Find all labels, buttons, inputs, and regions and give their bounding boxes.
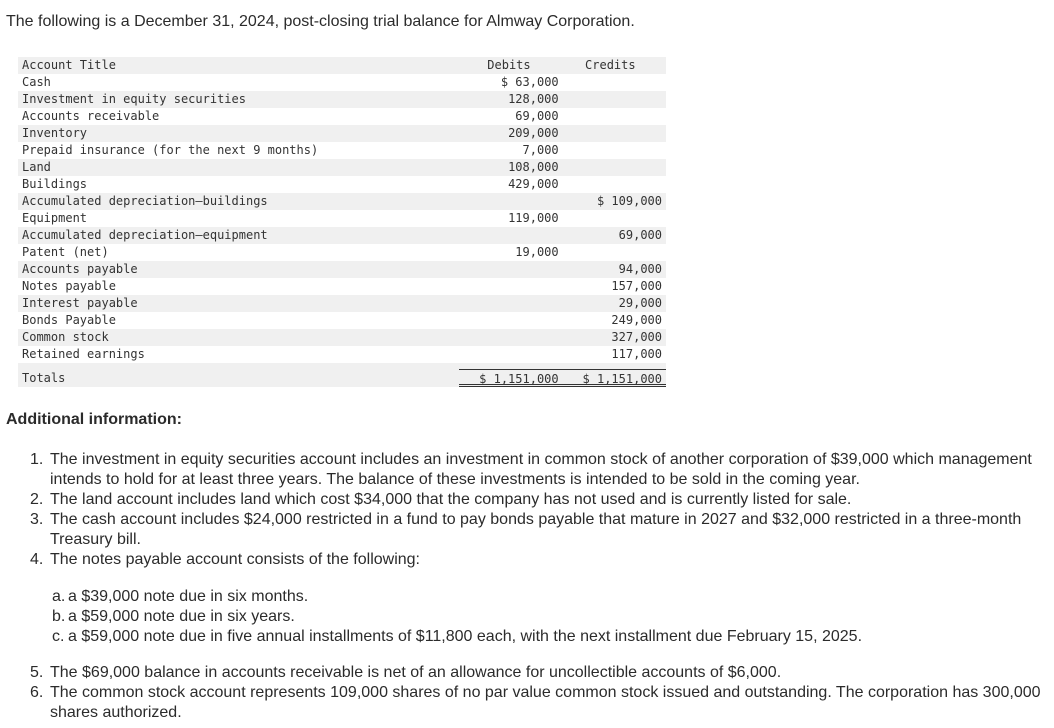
table-header (18, 57, 666, 74)
item-text: The notes payable account consists of the following: (50, 551, 420, 568)
item-text: The $69,000 balance in accounts receivable is net of an allowance for uncollectible accounts of $6,000. (50, 664, 782, 681)
table-row (18, 193, 666, 210)
table-row (18, 295, 666, 312)
debit-value: 119,000 (508, 211, 559, 225)
debit-value (459, 329, 558, 346)
sub-list-item (52, 587, 862, 607)
item-number: 4. (30, 551, 44, 568)
debit-value: 128,000 (508, 92, 559, 106)
list-item (30, 490, 1045, 510)
table-row (18, 210, 666, 227)
table-row (18, 176, 666, 193)
header-debits: Debits (487, 58, 531, 72)
notes-payable-sublist (52, 587, 862, 647)
credit-value: $ 109,000 (596, 194, 662, 208)
account-title: Land (22, 160, 51, 174)
item-text: The common stock account represents 109,000 shares of no par value common stock issued and outstanding. The corporation has 300,000 shares authorized. (50, 684, 1041, 721)
table-row (18, 159, 666, 176)
total-credits: $ 1,151,000 (559, 369, 666, 387)
debit-value: 69,000 (515, 109, 559, 123)
account-title: Accounts payable (22, 262, 138, 276)
credit-value (559, 210, 666, 227)
account-title: Bonds Payable (22, 313, 116, 327)
credit-value: 157,000 (611, 279, 662, 293)
account-title: Investment in equity securities (22, 92, 246, 106)
debit-value (459, 193, 558, 210)
debit-value (459, 227, 558, 244)
total-debits: $ 1,151,000 (459, 369, 558, 387)
credit-value (559, 91, 666, 108)
credit-value: 29,000 (618, 296, 662, 310)
table-row (18, 142, 666, 159)
sub-item-letter: b. (52, 608, 66, 625)
sub-item-text: a $59,000 note due in six years. (68, 608, 295, 625)
item-number: 2. (30, 491, 44, 508)
debit-value: 108,000 (508, 160, 559, 174)
account-title: Prepaid insurance (for the next 9 months) (22, 143, 319, 157)
debit-value: 429,000 (508, 177, 559, 191)
list-item (30, 550, 1045, 570)
credit-value (559, 176, 666, 193)
item-text: The land account includes land which cost $34,000 that the company has not used and is currently listed for sale. (50, 491, 852, 508)
account-title: Patent (net) (22, 245, 109, 259)
intro-text: The following is a December 31, 2024, post-closing trial balance for Almway Corporation. (6, 13, 635, 30)
list-item (30, 663, 1045, 683)
credit-value (559, 159, 666, 176)
debit-value (459, 278, 558, 295)
credit-value (559, 74, 666, 91)
table-row (18, 125, 666, 142)
item-number: 1. (30, 451, 44, 468)
info-list (30, 450, 1045, 570)
item-text: The cash account includes $24,000 restricted in a fund to pay bonds payable that mature in 2027 and $32,000 restricted in a three-month Treasury bill. (50, 511, 1022, 548)
credit-value: 327,000 (611, 330, 662, 344)
additional-info-heading: Additional information: (6, 411, 182, 428)
sub-item-text: a $39,000 note due in six months. (68, 588, 309, 605)
account-title: Common stock (22, 330, 109, 344)
account-title: Accounts receivable (22, 109, 160, 123)
credit-value (559, 244, 666, 261)
credit-value: 69,000 (618, 228, 662, 242)
credit-value (559, 125, 666, 142)
debit-value (459, 261, 558, 278)
table-row (18, 91, 666, 108)
debit-value (459, 312, 558, 329)
account-title: Interest payable (22, 296, 138, 310)
credit-value: 117,000 (611, 347, 662, 361)
debit-value (459, 295, 558, 312)
item-number: 6. (30, 684, 44, 701)
account-title: Inventory (22, 126, 88, 140)
table-row (18, 312, 666, 329)
table-row (18, 227, 666, 244)
credit-value: 94,000 (618, 262, 662, 276)
sub-item-letter: a. (52, 588, 66, 605)
sub-list-item (52, 607, 862, 627)
header-account-title: Account Title (22, 58, 116, 72)
header-credits: Credits (585, 58, 636, 72)
account-title: Accumulated depreciation—equipment (22, 228, 268, 242)
totals-label: Totals (22, 371, 66, 385)
sub-item-text: a $59,000 note due in five annual installments of $11,800 each, with the next installment due February 15, 2025. (68, 628, 863, 645)
item-number: 5. (30, 664, 44, 681)
account-title: Cash (22, 75, 51, 89)
account-title: Notes payable (22, 279, 116, 293)
account-title: Equipment (22, 211, 88, 225)
credit-value (559, 142, 666, 159)
debit-value: $ 63,000 (500, 75, 559, 89)
table-row (18, 346, 666, 363)
item-text: The investment in equity securities account includes an investment in common stock of another corporation of $39,000 which management intends to hold for at least three years. The balance of these investments is intended to be sold in the coming year. (50, 451, 1032, 488)
account-title: Accumulated depreciation—buildings (22, 194, 268, 208)
info-list-continued (30, 663, 1045, 723)
sub-item-letter: c. (52, 628, 65, 645)
table-row (18, 329, 666, 346)
totals-row (18, 369, 666, 387)
table-row (18, 74, 666, 91)
debit-value: 209,000 (508, 126, 559, 140)
debit-value: 19,000 (515, 245, 559, 259)
table-row (18, 108, 666, 125)
list-item (30, 450, 1045, 490)
table-row (18, 244, 666, 261)
sub-list-item (52, 627, 862, 647)
credit-value (559, 108, 666, 125)
table-row (18, 278, 666, 295)
list-item (30, 510, 1045, 550)
account-title: Retained earnings (22, 347, 145, 361)
account-title: Buildings (22, 177, 88, 191)
debit-value (459, 346, 558, 363)
list-item (30, 683, 1045, 723)
credit-value: 249,000 (611, 313, 662, 327)
table-row (18, 261, 666, 278)
trial-balance-table (18, 57, 666, 387)
item-number: 3. (30, 511, 44, 528)
debit-value: 7,000 (522, 143, 559, 157)
